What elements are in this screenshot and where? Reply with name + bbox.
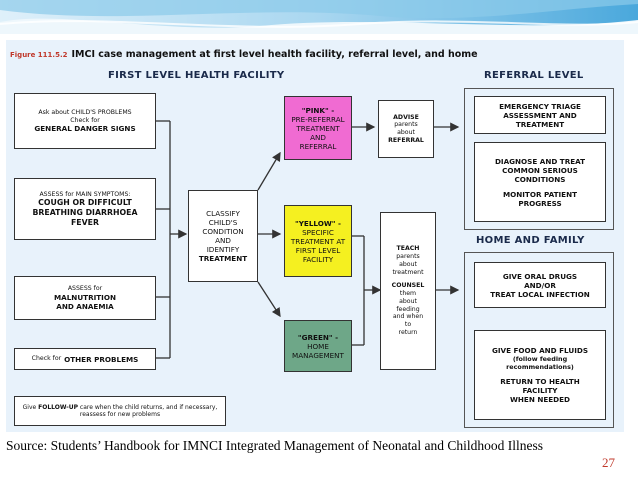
figure-label: Figure 111.5.2 <box>10 51 68 59</box>
diagnose-l4: MONITOR PATIENT <box>502 189 578 199</box>
teach-l8: feeding <box>396 305 420 313</box>
green-l2: HOME <box>307 341 329 351</box>
drugs-l3: TREAT LOCAL INFECTION <box>490 289 590 299</box>
emergency-l3: TREATMENT <box>515 119 565 129</box>
classify-l5: IDENTIFY <box>206 245 240 254</box>
teach-l11: return <box>398 328 418 336</box>
assess-other-box <box>14 348 156 370</box>
food-l3: recommendations) <box>506 363 574 371</box>
page-number: 27 <box>602 455 615 470</box>
pink-l5: REFERRAL <box>299 141 337 151</box>
teach-l9: and when <box>392 313 424 321</box>
home-oral-drugs-box <box>474 262 606 308</box>
teach-l6: them <box>399 290 417 298</box>
food-l1: GIVE FOOD AND FLUIDS <box>491 346 589 355</box>
classify-box <box>188 190 258 282</box>
classify-l4: AND <box>215 236 231 245</box>
yellow-l3: TREATMENT AT <box>290 236 346 246</box>
drugs-l1: GIVE ORAL DRUGS <box>502 271 578 281</box>
yellow-classification-box <box>284 205 352 277</box>
pink-l4: AND <box>310 132 326 142</box>
emergency-l1: EMERGENCY TRIAGE <box>499 101 581 111</box>
classify-l3: CONDITION <box>202 227 244 236</box>
follow-up-line2: reassess for new problems <box>79 411 161 418</box>
figure-title-text: IMCI case management at first level health facility, referral level, and home <box>71 49 478 60</box>
teach-l1: TEACH <box>396 245 420 253</box>
follow-up-pre: Give <box>22 403 37 411</box>
advise-l3: about <box>397 129 415 136</box>
advise-l1: ADVISE <box>393 113 419 121</box>
advise-box <box>378 100 434 158</box>
classify-l1: CLASSIFY <box>206 209 240 218</box>
source-citation: Source: Students’ Handbook for IMNCI Integrated Management of Neonatal and Childhood Illness <box>6 438 544 453</box>
teach-counsel-box <box>380 212 436 370</box>
assess-symptoms-line2: COUGH OR DIFFICULT <box>38 198 132 208</box>
teach-l10: to <box>404 321 412 329</box>
advise-l4: REFERRAL <box>388 136 424 144</box>
teach-l4: treatment <box>392 268 424 276</box>
assess-malnutrition-line1: ASSESS for <box>67 285 103 293</box>
food-l5: FACILITY <box>522 386 558 395</box>
food-l4: RETURN TO HEALTH <box>500 377 580 386</box>
diagnose-l2: COMMON SERIOUS <box>502 165 578 175</box>
diagnose-l5: PROGRESS <box>518 198 562 208</box>
classify-l6: TREATMENT <box>198 254 248 263</box>
heading-referral-level: REFERRAL LEVEL <box>484 70 584 81</box>
assess-other-bold: OTHER PROBLEMS <box>64 354 139 364</box>
assess-problems-line3: GENERAL DANGER SIGNS <box>34 124 136 134</box>
yellow-l1: "YELLOW" - <box>294 218 342 228</box>
referral-emergency-box <box>474 96 606 134</box>
yellow-l4: FIRST LEVEL <box>295 245 341 255</box>
pink-l2: PRE-REFERRAL <box>291 114 345 124</box>
assess-symptoms-line3: BREATHING DIARRHOEA <box>32 208 138 217</box>
assess-malnutrition-line3: AND ANAEMIA <box>56 301 114 311</box>
assess-malnutrition-line2: MALNUTRITION <box>54 292 116 302</box>
green-l3: MANAGEMENT <box>292 350 344 360</box>
follow-up-bold: FOLLOW-UP <box>38 403 78 411</box>
assess-problems-line1: Ask about CHILD'S PROBLEMS <box>38 108 132 116</box>
assess-problems-line2: Check for <box>70 116 100 124</box>
home-food-fluids-box <box>474 330 606 420</box>
follow-up-line1 <box>23 404 218 412</box>
heading-first-level: FIRST LEVEL HEALTH FACILITY <box>108 70 285 81</box>
food-l2: (follow feeding <box>512 355 568 363</box>
assess-other-pre: Check for <box>31 355 62 363</box>
assess-symptoms-line4: FEVER <box>70 217 100 227</box>
classify-l2: CHILD'S <box>208 218 238 227</box>
yellow-l5: FACILITY <box>302 254 334 264</box>
follow-up-rest: care when the child returns, and if necessary, <box>79 403 218 411</box>
assess-symptoms-line1: ASSESS for MAIN SYMPTOMS: <box>39 190 131 198</box>
heading-home-and-family: HOME AND FAMILY <box>476 235 585 246</box>
yellow-l2: SPECIFIC <box>302 227 334 237</box>
teach-l3: about <box>399 260 417 268</box>
teach-l5: COUNSEL <box>391 282 425 290</box>
referral-diagnose-box <box>474 142 606 222</box>
pink-classification-box <box>284 96 352 160</box>
assess-problems-box <box>14 93 156 149</box>
food-l6: WHEN NEEDED <box>509 395 571 404</box>
drugs-l2: AND/OR <box>524 280 556 290</box>
green-classification-box <box>284 320 352 372</box>
green-l1: "GREEN" - <box>297 332 339 342</box>
teach-l7: about <box>399 297 417 305</box>
advise-l2: parents <box>394 121 418 129</box>
teach-l2: parents <box>396 253 420 261</box>
diagnose-l3: CONDITIONS <box>514 174 566 184</box>
assess-malnutrition-box <box>14 276 156 320</box>
diagnose-l1: DIAGNOSE AND TREAT <box>494 156 586 166</box>
follow-up-box <box>14 396 226 426</box>
assess-symptoms-box <box>14 178 156 240</box>
emergency-l2: ASSESSMENT AND <box>503 110 577 120</box>
pink-l1: "PINK" - <box>301 105 335 115</box>
pink-l3: TREATMENT <box>296 123 340 133</box>
